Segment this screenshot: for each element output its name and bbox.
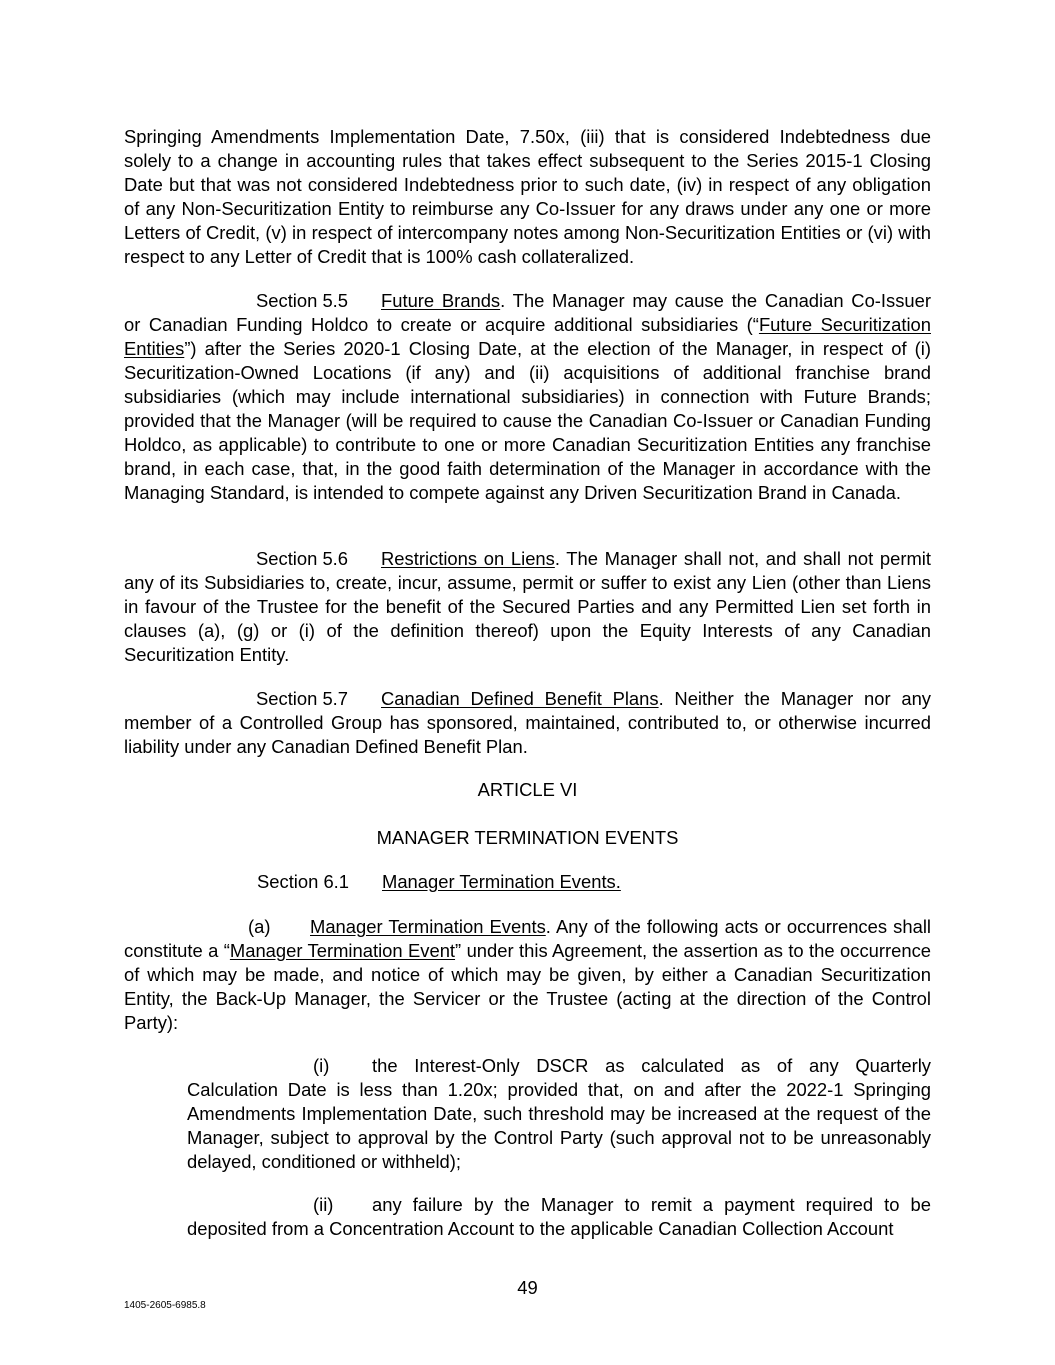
section-5-7-number: Section 5.7 bbox=[256, 688, 349, 709]
section-5-5 bbox=[124, 289, 931, 505]
section-5-7-title: Canadian Defined Benefit Plans bbox=[381, 688, 659, 709]
clause-a-defined-term: Manager Termination Event bbox=[229, 940, 456, 961]
section-5-6-text: . The Manager shall not, and shall not permit any of its Subsidiaries to, create, incur, assume, permit or suffer to exist any Lien (other than Liens in favour of the Trustee for the benefit of the Secured Parties and any Permitted Lien set forth in clauses (a), (g) or (i) of the definition thereof) upon the Equity Interests of any Canadian Securitization Entity. bbox=[124, 548, 931, 665]
section-6-1-heading bbox=[257, 870, 621, 894]
clause-a-text-2: ” under this Agreement, the assertion as to the occurrence of which may be made, and notice of which may be given, by either a Canadian Securitization Entity, the Back-Up Manager, the Servicer or the Trustee (acting at the direction of the Control Party): bbox=[124, 940, 932, 1033]
clause-ii-text: any failure by the Manager to remit a payment required to be deposited from a Concentration Account to the applicable Canadian Collection Account bbox=[187, 1194, 931, 1239]
document-id: 1405-2605-6985.8 bbox=[124, 1300, 206, 1311]
clause-ii bbox=[187, 1193, 931, 1241]
clause-a-text-1: . Any of the following acts or occurrences shall constitute a “ bbox=[124, 916, 931, 961]
section-5-5-title: Future Brands bbox=[381, 290, 501, 311]
clause-ii-label: (ii) bbox=[313, 1194, 334, 1215]
section-6-1-title: Manager Termination Events. bbox=[382, 871, 621, 892]
paragraph-intro: Springing Amendments Implementation Date, 7.50x, (iii) that is considered Indebtedness due solely to a change in accounting rules that takes effect subsequent to the Series 2015-1 Closing Date but that was not considered Indebtedness prior to such date, (iv) in respect of any obligation of any Non-Securitization Entity to reimburse any Co-Issuer for any draws under any one or more Letters of Credit, (v) in respect of intercompany notes among Non-Securitization Entities or (vi) with respect to any Letter of Credit that is 100% cash collateralized. bbox=[124, 126, 931, 267]
page-number: 49 bbox=[517, 1277, 538, 1298]
article-label: ARTICLE VI bbox=[477, 779, 578, 800]
section-5-7-text: . Neither the Manager nor any member of a Controlled Group has sponsored, maintained, contributed to, or otherwise incurred liability under any Canadian Defined Benefit Plan. bbox=[124, 688, 931, 757]
section-5-6-number: Section 5.6 bbox=[256, 548, 349, 569]
clause-a-label: (a) bbox=[248, 916, 271, 937]
section-5-5-text-2: ”) after the Series 2020-1 Closing Date, at the election of the Manager, in respect of (i) Securitization-Owned Locations (if any) and (ii) acquisitions of additional franchise brand subsidiaries (which may include international subsidiaries) in connection with Future Brands; provided that the Manager (will be required to cause the Canadian Co-Issuer or Canadian Funding Holdco, as applicable) to contribute to one or more Canadian Securitization Entities any franchise brand, in each case, that, in the good faith determination of the Manager in accordance with the Managing Standard, is intended to compete against any Driven Securitization Brand in Canada. bbox=[124, 338, 931, 503]
section-5-7 bbox=[124, 687, 931, 759]
section-5-6-title: Restrictions on Liens bbox=[381, 548, 555, 569]
clause-a bbox=[124, 915, 931, 1035]
clause-a-title: Manager Termination Events bbox=[310, 916, 546, 937]
clause-i-text: the Interest-Only DSCR as calculated as of any Quarterly Calculation Date is less than 1.20x; provided that, on and after the 2022-1 Springing Amendments Implementation Date, such threshold may be increased at the request of the Manager, subject to approval by the Control Party (such approval not to be unreasonably delayed, conditioned or withheld); bbox=[187, 1055, 931, 1172]
section-6-1-number: Section 6.1 bbox=[257, 871, 350, 892]
clause-i-label: (i) bbox=[313, 1055, 330, 1076]
section-5-5-number: Section 5.5 bbox=[256, 290, 349, 311]
section-5-5-defined-term: Future Securitization Entities bbox=[124, 314, 931, 359]
article-title: MANAGER TERMINATION EVENTS bbox=[376, 827, 679, 848]
clause-i bbox=[187, 1054, 931, 1174]
section-5-5-text-1: . The Manager may cause the Canadian Co-Issuer or Canadian Funding Holdco to create or acquire additional subsidiaries (“ bbox=[124, 290, 932, 335]
section-5-6 bbox=[124, 547, 931, 667]
